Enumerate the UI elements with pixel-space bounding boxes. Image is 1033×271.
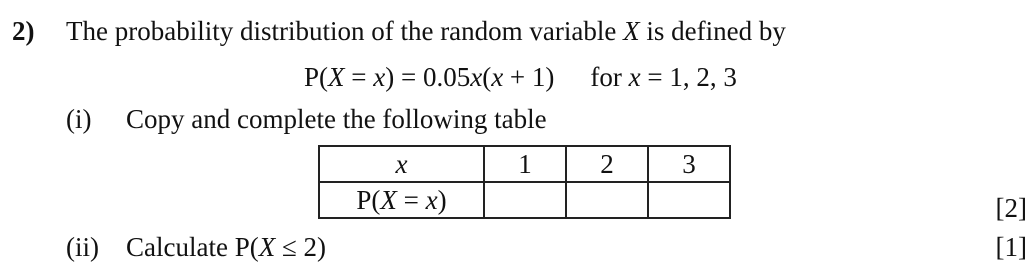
formula-lhs-prefix: P(: [304, 62, 329, 92]
table-cell-x-3: 3: [648, 146, 730, 182]
row-label-var: X: [380, 184, 397, 215]
table-row-probability: [319, 182, 730, 218]
stem-prefix: The probability distribution of the random variable: [66, 16, 624, 46]
distribution-table: [318, 145, 731, 219]
stem-variable: X: [623, 16, 640, 46]
table-header-x-var: x: [395, 148, 408, 179]
part-ii-prefix: Calculate P(: [126, 232, 259, 262]
table-cell-p-3: [648, 182, 730, 218]
part-i-marks: [2]: [995, 193, 1027, 223]
formula-lhs-mid: =: [344, 62, 374, 92]
question-stem: [66, 18, 786, 45]
part-ii-suffix: ≤ 2): [275, 232, 327, 262]
row-label-x: x: [425, 184, 438, 215]
formula-lhs-var: X: [328, 62, 345, 92]
part-ii-var: X: [258, 232, 276, 262]
table-header-probability: [319, 182, 484, 218]
table-cell-x-1: 1: [484, 146, 566, 182]
row-label-end: ): [437, 184, 447, 215]
formula-lhs-x: x: [373, 62, 386, 92]
row-label-prefix: P(: [356, 184, 381, 215]
question-number: 2): [12, 16, 35, 46]
table-cell-p-2: [566, 182, 648, 218]
part-i-text: Copy and complete the following table: [126, 104, 547, 134]
row-label-mid: =: [396, 184, 426, 215]
formula-lhs-end: ) = 0.05: [385, 62, 471, 92]
table-header-x: [319, 146, 484, 182]
part-ii-marks: [1]: [995, 232, 1027, 262]
table-cell-p-1: [484, 182, 566, 218]
formula-rhs-mid: (: [482, 62, 492, 92]
part-i-label: (i): [66, 104, 92, 134]
part-ii-label: (ii): [66, 232, 99, 262]
table-row-x: [319, 146, 730, 182]
formula-for-values: = 1, 2, 3: [640, 62, 737, 92]
part-ii-text: [126, 234, 326, 261]
formula-rhs-end: + 1): [503, 62, 555, 92]
stem-suffix: is defined by: [639, 16, 786, 46]
formula-rhs-x2: x: [491, 62, 504, 92]
formula-for-var: x: [628, 62, 641, 92]
formula-for-text: for: [590, 62, 629, 92]
formula-rhs-x1: x: [470, 62, 483, 92]
table-cell-x-2: 2: [566, 146, 648, 182]
distribution-formula: [304, 64, 737, 91]
